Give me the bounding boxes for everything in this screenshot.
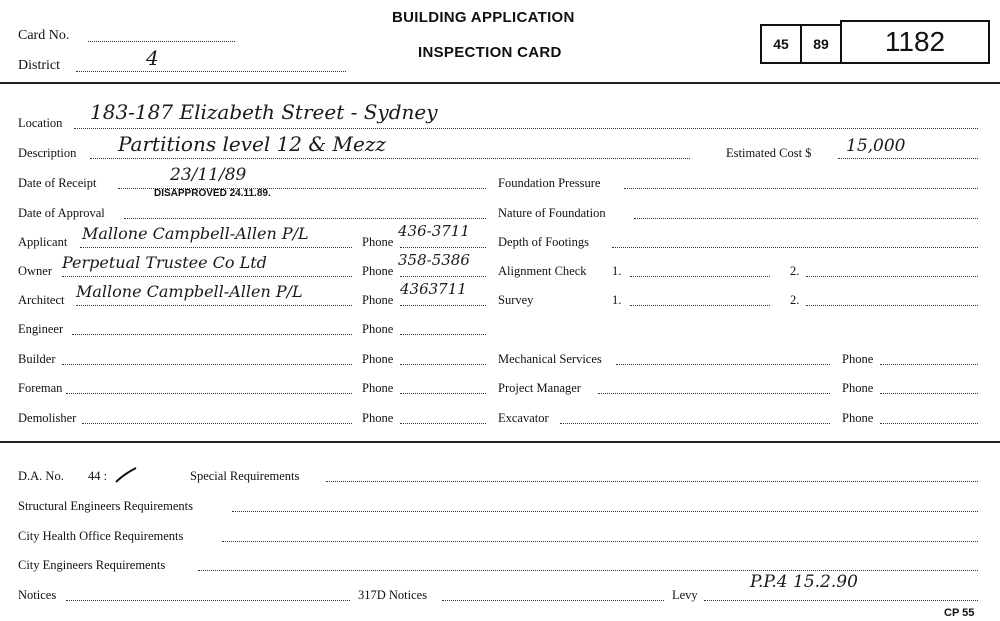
foreman-line [66, 393, 352, 394]
top-rule [0, 82, 1000, 84]
date-approval-line [124, 218, 486, 219]
alignment-num-2: 2. [790, 264, 800, 278]
survey-label: Survey [498, 293, 534, 307]
architect-value: Mallone Campbell-Allen P/L [76, 282, 303, 301]
architect-line [76, 305, 352, 306]
health-label: City Health Office Requirements [18, 529, 184, 543]
card-box-89 [800, 24, 842, 64]
notices-label: Notices [18, 588, 57, 602]
applicant-phone-line [400, 247, 486, 248]
project-manager-phone-line [880, 393, 978, 394]
applicant-value: Mallone Campbell-Allen P/L [82, 224, 309, 243]
city-engineers-line [198, 570, 978, 571]
architect-phone-value: 4363711 [400, 280, 467, 298]
notices-317d-label: 317D Notices [358, 588, 428, 602]
excavator-line [560, 423, 830, 424]
description-label: Description [18, 146, 77, 160]
special-requirements-label: Special Requirements [190, 469, 300, 483]
notices-line [66, 600, 350, 601]
disapproved-stamp: DISAPPROVED 24.11.89. [154, 188, 271, 199]
nature-foundation-line [634, 218, 978, 219]
alignment-num-1: 1. [612, 264, 622, 278]
alignment-line-1 [630, 276, 770, 277]
survey-num-2: 2. [790, 293, 800, 307]
engineer-line [72, 334, 352, 335]
district-label: District [18, 58, 60, 73]
structural-label: Structural Engineers Requirements [18, 499, 193, 513]
engineer-label: Engineer [18, 322, 64, 336]
title-line-2: INSPECTION CARD [418, 44, 562, 61]
location-value: 183-187 Elizabeth Street - Sydney [90, 100, 438, 124]
demolisher-phone-label: Phone [362, 411, 394, 425]
card-box-45 [760, 24, 802, 64]
foundation-pressure-line [624, 188, 978, 189]
depth-footings-line [612, 247, 978, 248]
estimated-cost-label: Estimated Cost $ [726, 146, 812, 160]
da-no-label: D.A. No. [18, 469, 64, 483]
demolisher-phone-line [400, 423, 486, 424]
card-no-label: Card No. [18, 28, 70, 43]
owner-phone-value: 358-5386 [398, 251, 470, 269]
location-label: Location [18, 116, 63, 130]
foundation-pressure-label: Foundation Pressure [498, 176, 601, 190]
applicant-phone-value: 436-3711 [398, 222, 470, 240]
date-receipt-label: Date of Receipt [18, 176, 97, 190]
da-no-value: 44 : [88, 469, 108, 483]
card-no-line [88, 41, 235, 42]
demolisher-label: Demolisher [18, 411, 77, 425]
survey-line-1 [630, 305, 770, 306]
district-line [76, 71, 346, 72]
owner-value: Perpetual Trustee Co Ltd [62, 253, 267, 272]
builder-label: Builder [18, 352, 56, 366]
location-line [74, 128, 978, 129]
project-manager-label: Project Manager [498, 381, 581, 395]
architect-phone-label: Phone [362, 293, 394, 307]
notices-317d-line [442, 600, 664, 601]
alignment-check-label: Alignment Check [498, 264, 587, 278]
levy-line [704, 600, 978, 601]
form-code: CP 55 [944, 607, 975, 619]
survey-line-2 [806, 305, 978, 306]
foreman-phone-label: Phone [362, 381, 394, 395]
excavator-phone-label: Phone [842, 411, 874, 425]
engineer-phone-label: Phone [362, 322, 394, 336]
applicant-line [80, 247, 352, 248]
builder-phone-label: Phone [362, 352, 394, 366]
builder-line [62, 364, 352, 365]
description-line [90, 158, 690, 159]
card-box-45-text: 45 [773, 36, 789, 52]
title-line-1: BUILDING APPLICATION [392, 9, 575, 26]
mechanical-line [616, 364, 830, 365]
mechanical-phone-line [880, 364, 978, 365]
builder-phone-line [400, 364, 486, 365]
estimated-cost-line [838, 158, 978, 159]
architect-label: Architect [18, 293, 65, 307]
estimated-cost-value: 15,000 [846, 136, 906, 156]
middle-rule [0, 441, 1000, 443]
owner-phone-line [400, 276, 486, 277]
levy-label: Levy [672, 588, 698, 602]
nature-foundation-label: Nature of Foundation [498, 206, 606, 220]
applicant-phone-label: Phone [362, 235, 394, 249]
excavator-label: Excavator [498, 411, 549, 425]
description-value: Partitions level 12 & Mezz [118, 132, 386, 156]
depth-footings-label: Depth of Footings [498, 235, 589, 249]
survey-num-1: 1. [612, 293, 622, 307]
engineer-phone-line [400, 334, 486, 335]
slash-mark-icon [114, 466, 138, 484]
owner-label: Owner [18, 264, 53, 278]
demolisher-line [82, 423, 352, 424]
date-approval-label: Date of Approval [18, 206, 105, 220]
project-manager-phone-label: Phone [842, 381, 874, 395]
mechanical-label: Mechanical Services [498, 352, 602, 366]
health-line [222, 541, 978, 542]
card-number: 1182 [884, 26, 946, 57]
levy-value: P.P.4 15.2.90 [750, 572, 858, 592]
mechanical-phone-label: Phone [842, 352, 874, 366]
foreman-phone-line [400, 393, 486, 394]
owner-phone-label: Phone [362, 264, 394, 278]
date-receipt-value: 23/11/89 [170, 165, 247, 185]
project-manager-line [598, 393, 830, 394]
district-value: 4 [146, 46, 159, 70]
card-number-box [840, 20, 990, 64]
architect-phone-line [400, 305, 486, 306]
card-box-89-text: 89 [813, 36, 829, 52]
excavator-phone-line [880, 423, 978, 424]
applicant-label: Applicant [18, 235, 68, 249]
foreman-label: Foreman [18, 381, 63, 395]
owner-line [62, 276, 352, 277]
structural-line [232, 511, 978, 512]
city-engineers-label: City Engineers Requirements [18, 558, 166, 572]
special-requirements-line [326, 481, 978, 482]
alignment-line-2 [806, 276, 978, 277]
